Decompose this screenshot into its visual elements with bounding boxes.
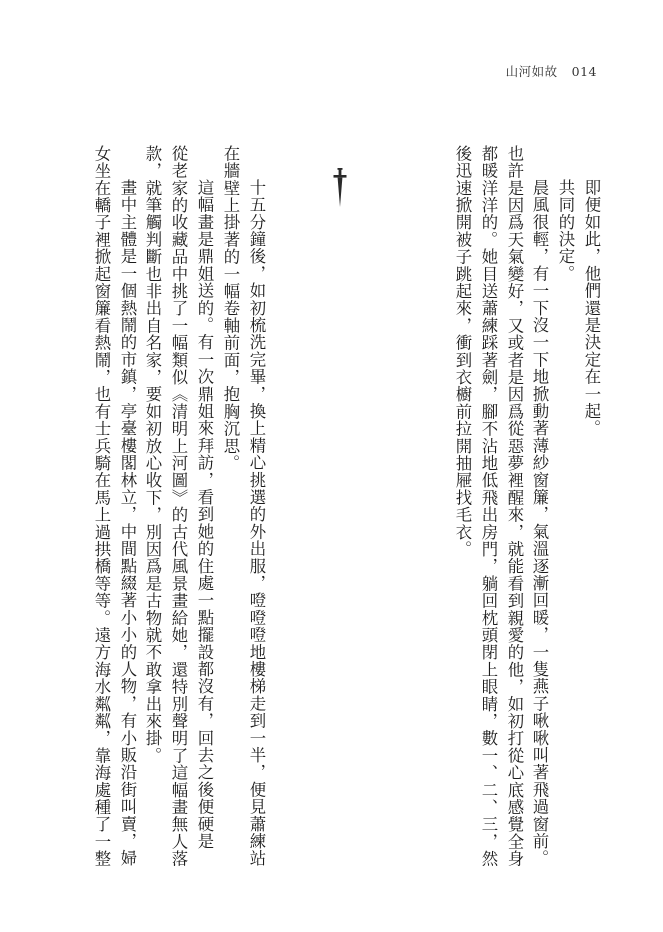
text-column: 共同的決定。 bbox=[556, 179, 575, 283]
running-header bbox=[506, 64, 597, 80]
text-column: 從老家的收藏品中挑了一幅類似《清明上河圖》的古代風景畫給她，還特別聲明了這幅畫無人落 bbox=[169, 145, 188, 868]
text-column: 十五分鐘後，如初梳洗完畢，換上精心挑選的外出服，噔噔噔地樓梯走到一半，便見蕭練站 bbox=[247, 179, 266, 867]
text-column: 在牆壁上掛著的一幅卷軸前面，抱胸沉思。 bbox=[221, 145, 240, 472]
text-column: 這幅畫是鼎姐送的。有一次鼎姐來拜訪，看到她的住處一點擺設都沒有，回去之後便硬是 bbox=[195, 179, 214, 850]
text-column: 晨風很輕，有一下沒一下地掀動著薄紗窗簾，氣溫逐漸回暖，一隻燕子啾啾叫著飛過窗前。 bbox=[530, 179, 549, 867]
sword-ornament-icon bbox=[333, 168, 347, 208]
text-column: 款，就筆觸判斷也非出自名家，要如初放心收下，別因爲是古物就不敢拿出來掛。 bbox=[143, 145, 162, 765]
text-column: 畫中主體是一個熱鬧的市鎮，亭臺樓閣林立，中間點綴著小小的人物，有小販沿街叫賣，婦 bbox=[118, 179, 137, 867]
page-number: 014 bbox=[571, 64, 597, 79]
text-column: 也許是因爲天氣變好，又或者是因爲從惡夢裡醒來，就能看到親愛的他，如初打從心底感覺全身 bbox=[505, 145, 524, 868]
text-column: 後迅速掀開被子跳起來，衝到衣櫥前拉開抽屜找毛衣。 bbox=[453, 145, 472, 558]
text-column: 女坐在轎子裡掀起窗簾看熱鬧，也有士兵騎在馬上過拱橋等等。遠方海水粼粼，靠海處種了一整 bbox=[92, 145, 111, 868]
text-column: 即便如此，他們還是決定在一起。 bbox=[582, 179, 601, 437]
book-title: 山河如故 bbox=[505, 64, 558, 79]
text-column: 都暖洋洋的。她目送蕭練踩著劍，腳不沾地低飛出房門，躺回枕頭閉上眼睛，數一、二、三，然 bbox=[479, 145, 498, 868]
